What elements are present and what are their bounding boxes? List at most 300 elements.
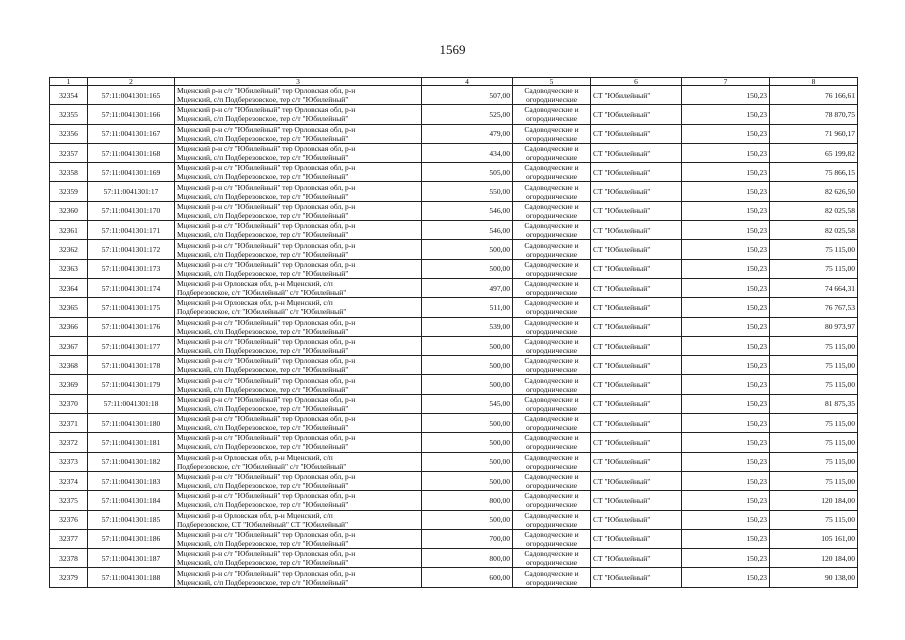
land-use-cell	[513, 143, 591, 162]
address-cell	[175, 356, 422, 375]
cadastral-value-cell: 90 138,00	[770, 568, 858, 587]
land-use-line-2: огороднические	[525, 346, 578, 355]
address-cell	[175, 375, 422, 394]
cadastral-number-cell: 57:11:0041301:186	[88, 529, 175, 548]
address-line-2: Мценский, с/п Подберезовское, тер с/т "Юбилейный"	[177, 249, 349, 259]
land-use-line-2: огороднические	[525, 249, 578, 259]
rate-cell: 150,23	[682, 510, 770, 529]
header-col-3: 3	[175, 78, 422, 86]
land-use-line-2: огороднические	[525, 95, 578, 105]
cadastral-number-cell: 57:11:0041301:170	[88, 201, 175, 220]
land-use-cell	[513, 336, 591, 355]
rate-cell: 150,23	[682, 240, 770, 259]
header-col-5: 5	[513, 78, 591, 86]
land-use-line-1: Садоводческие и	[524, 356, 579, 366]
address-cell	[175, 143, 422, 162]
address-line-2: Мценский, с/п Подберезовское, тер с/т "Юбилейный"	[177, 153, 349, 163]
cadastral-number-cell: 57:11:0041301:180	[88, 414, 175, 433]
land-use-cell	[513, 298, 591, 317]
owner-cell: СТ "Юбилейный"	[591, 471, 682, 490]
area-cell: 479,00	[422, 124, 513, 143]
rate-cell: 150,23	[682, 471, 770, 490]
row-number-cell: 32376	[50, 510, 88, 529]
cadastral-number-cell: 57:11:0041301:187	[88, 549, 175, 568]
area-cell: 546,00	[422, 221, 513, 240]
address-cell	[175, 471, 422, 490]
address-cell	[175, 317, 422, 336]
area-cell: 546,00	[422, 201, 513, 220]
table-row	[50, 317, 858, 336]
owner-cell: СТ "Юбилейный"	[591, 394, 682, 413]
page-number: 1569	[439, 42, 466, 57]
area-cell: 500,00	[422, 240, 513, 259]
cadastral-value-cell: 75 115,00	[770, 356, 858, 375]
cadastral-value-cell: 75 866,15	[770, 163, 858, 182]
address-line-1: Мценский р-н с/т "Юбилейный" тер Орловская обл, р-н	[177, 472, 356, 482]
area-cell: 500,00	[422, 356, 513, 375]
owner-cell: СТ "Юбилейный"	[591, 336, 682, 355]
address-cell	[175, 240, 422, 259]
address-cell	[175, 201, 422, 220]
cadastral-number-cell: 57:11:0041301:18	[88, 394, 175, 413]
area-cell: 500,00	[422, 259, 513, 278]
area-cell: 434,00	[422, 143, 513, 162]
address-line-2: Мценский, с/п Подберезовское, тер с/т "Юбилейный"	[177, 384, 349, 394]
row-number-cell: 32354	[50, 86, 88, 105]
owner-cell: СТ "Юбилейный"	[591, 124, 682, 143]
address-line-1: Мценский р-н с/т "Юбилейный" тер Орловская обл, р-н	[177, 144, 356, 154]
area-cell: 800,00	[422, 549, 513, 568]
address-line-2: Мценский, с/п Подберезовское, тер с/т "Юбилейный"	[177, 95, 349, 105]
address-line-2: Мценский, с/п Подберезовское, тер с/т "Юбилейный"	[177, 191, 349, 201]
land-use-cell	[513, 471, 591, 490]
land-use-line-1: Садоводческие и	[524, 124, 579, 134]
row-number-cell: 32362	[50, 240, 88, 259]
cadastral-number-cell: 57:11:0041301:169	[88, 163, 175, 182]
land-use-cell	[513, 491, 591, 510]
land-use-line-1: Садоводческие и	[524, 86, 579, 96]
area-cell: 500,00	[422, 336, 513, 355]
area-cell: 600,00	[422, 568, 513, 587]
address-line-2: Мценский, с/п Подберезовское, тер с/т "Юбилейный"	[177, 326, 349, 336]
cadastral-value-cell: 80 973,97	[770, 317, 858, 336]
rate-cell: 150,23	[682, 124, 770, 143]
land-use-cell	[513, 221, 591, 240]
land-use-line-1: Садоводческие и	[524, 472, 579, 482]
header-col-2: 2	[88, 78, 175, 86]
cadastral-number-cell: 57:11:0041301:184	[88, 491, 175, 510]
cadastral-value-cell: 74 664,31	[770, 278, 858, 297]
cadastral-value-cell: 105 161,00	[770, 529, 858, 548]
table-row	[50, 105, 858, 124]
cadastral-value-cell: 82 626,50	[770, 182, 858, 201]
table-row	[50, 86, 858, 105]
cadastral-value-cell: 75 115,00	[770, 240, 858, 259]
address-line-1: Мценский р-н с/т "Юбилейный" тер Орловская обл, р-н	[177, 529, 356, 539]
land-use-line-1: Садоводческие и	[524, 105, 579, 115]
land-use-line-1: Садоводческие и	[524, 375, 579, 385]
address-line-1: Мценский р-н с/т "Юбилейный" тер Орловская обл, р-н	[177, 433, 356, 443]
owner-cell: СТ "Юбилейный"	[591, 105, 682, 124]
address-line-1: Мценский р-н Орловская обл, р-н Мценский, с/п	[177, 510, 333, 520]
row-number-cell: 32364	[50, 278, 88, 297]
land-use-line-1: Садоводческие и	[524, 221, 579, 231]
address-cell	[175, 394, 422, 413]
land-use-cell	[513, 182, 591, 201]
rate-cell: 150,23	[682, 259, 770, 278]
address-cell	[175, 568, 422, 587]
cadastral-number-cell: 57:11:0041301:182	[88, 452, 175, 471]
land-use-cell	[513, 510, 591, 529]
rate-cell: 150,23	[682, 375, 770, 394]
address-line-2: Мценский, с/п Подберезовское, тер с/т "Юбилейный"	[177, 538, 349, 548]
area-cell: 500,00	[422, 510, 513, 529]
cadastral-number-cell: 57:11:0041301:171	[88, 221, 175, 240]
cadastral-value-cell: 75 115,00	[770, 336, 858, 355]
row-number-cell: 32370	[50, 394, 88, 413]
owner-cell: СТ "Юбилейный"	[591, 414, 682, 433]
row-number-cell: 32359	[50, 182, 88, 201]
address-line-1: Мценский р-н с/т "Юбилейный" тер Орловская обл, р-н	[177, 201, 356, 211]
address-line-1: Мценский р-н с/т "Юбилейный" тер Орловская обл, р-н	[177, 337, 356, 346]
cadastral-number-cell: 57:11:0041301:175	[88, 298, 175, 317]
address-line-1: Мценский р-н с/т "Юбилейный" тер Орловская обл, р-н	[177, 414, 356, 424]
address-line-2: Мценский, с/п Подберезовское, тер с/т "Юбилейный"	[177, 210, 349, 220]
address-line-1: Мценский р-н с/т "Юбилейный" тер Орловская обл, р-н	[177, 240, 356, 250]
cadastral-number-cell: 57:11:0041301:165	[88, 86, 175, 105]
land-use-line-2: огороднические	[525, 519, 578, 529]
address-cell	[175, 491, 422, 510]
address-line-2: Подберезовское, с/т "Юбилейный" с/т "Юбилейный"	[177, 288, 347, 298]
table-row	[50, 414, 858, 433]
land-use-line-2: огороднические	[525, 288, 578, 298]
area-cell: 497,00	[422, 278, 513, 297]
address-line-1: Мценский р-н с/т "Юбилейный" тер Орловская обл, р-н	[177, 356, 356, 366]
owner-cell: СТ "Юбилейный"	[591, 182, 682, 201]
land-use-line-2: огороднические	[525, 133, 578, 143]
land-use-cell	[513, 414, 591, 433]
address-line-2: Мценский, с/п Подберезовское, тер с/т "Юбилейный"	[177, 423, 349, 433]
address-line-2: Мценский, с/п Подберезовское, тер с/т "Юбилейный"	[177, 230, 349, 240]
cadastral-value-cell: 65 199,82	[770, 143, 858, 162]
cadastral-number-cell: 57:11:0041301:183	[88, 471, 175, 490]
land-use-line-1: Садоводческие и	[524, 337, 579, 346]
land-use-line-2: огороднические	[525, 577, 578, 587]
row-number-cell: 32355	[50, 105, 88, 124]
land-use-line-1: Садоводческие и	[524, 240, 579, 250]
address-line-1: Мценский р-н с/т "Юбилейный" тер Орловская обл, р-н	[177, 86, 356, 96]
address-line-2: Подберезовское, СТ "Юбилейный" СТ "Юбилейный"	[177, 519, 349, 529]
land-use-line-2: огороднические	[525, 403, 578, 413]
land-use-cell	[513, 356, 591, 375]
rate-cell: 150,23	[682, 163, 770, 182]
land-use-line-1: Садоводческие и	[524, 529, 579, 539]
cadastral-number-cell: 57:11:0041301:168	[88, 143, 175, 162]
row-number-cell: 32377	[50, 529, 88, 548]
rate-cell: 150,23	[682, 336, 770, 355]
address-line-2: Подберезовское, с/т "Юбилейный" с/т "Юбилейный"	[177, 307, 347, 317]
address-cell	[175, 549, 422, 568]
address-cell	[175, 529, 422, 548]
cadastral-number-cell: 57:11:0041301:172	[88, 240, 175, 259]
owner-cell: СТ "Юбилейный"	[591, 221, 682, 240]
rate-cell: 150,23	[682, 86, 770, 105]
land-use-line-2: огороднические	[525, 538, 578, 548]
area-cell: 500,00	[422, 471, 513, 490]
land-use-line-1: Садоводческие и	[524, 549, 579, 559]
table-row	[50, 240, 858, 259]
row-number-cell: 32367	[50, 336, 88, 355]
cadastral-value-cell: 75 115,00	[770, 414, 858, 433]
cadastral-number-cell: 57:11:0041301:179	[88, 375, 175, 394]
land-use-line-2: огороднические	[525, 210, 578, 220]
rate-cell: 150,23	[682, 143, 770, 162]
land-use-line-1: Садоводческие и	[524, 182, 579, 192]
land-use-cell	[513, 452, 591, 471]
address-line-1: Мценский р-н с/т "Юбилейный" тер Орловская обл, р-н	[177, 375, 356, 385]
address-line-2: Мценский, с/п Подберезовское, тер с/т "Юбилейный"	[177, 577, 349, 587]
row-number-cell: 32373	[50, 452, 88, 471]
land-use-line-1: Садоводческие и	[524, 568, 579, 578]
address-line-2: Мценский, с/п Подберезовское, тер с/т "Юбилейный"	[177, 500, 349, 510]
owner-cell: СТ "Юбилейный"	[591, 510, 682, 529]
address-line-1: Мценский р-н с/т "Юбилейный" тер Орловская обл, р-н	[177, 221, 356, 231]
land-use-line-2: огороднические	[525, 191, 578, 201]
rate-cell: 150,23	[682, 201, 770, 220]
land-use-line-2: огороднические	[525, 326, 578, 336]
cadastral-number-cell: 57:11:0041301:167	[88, 124, 175, 143]
land-use-line-2: огороднические	[525, 384, 578, 394]
area-cell: 500,00	[422, 433, 513, 452]
cadastral-value-cell: 76 767,53	[770, 298, 858, 317]
land-use-cell	[513, 259, 591, 278]
cadastral-value-cell: 75 115,00	[770, 510, 858, 529]
land-use-cell	[513, 317, 591, 336]
land-use-line-1: Садоводческие и	[524, 510, 579, 520]
owner-cell: СТ "Юбилейный"	[591, 433, 682, 452]
address-line-2: Мценский, с/п Подберезовское, тер с/т "Юбилейный"	[177, 114, 349, 124]
owner-cell: СТ "Юбилейный"	[591, 240, 682, 259]
address-line-1: Мценский р-н с/т "Юбилейный" тер Орловская обл, р-н	[177, 568, 356, 578]
land-use-line-2: огороднические	[525, 500, 578, 510]
rate-cell: 150,23	[682, 433, 770, 452]
address-line-2: Мценский, с/п Подберезовское, тер с/т "Юбилейный"	[177, 481, 349, 491]
land-use-line-2: огороднические	[525, 268, 578, 278]
table-row	[50, 433, 858, 452]
area-cell: 500,00	[422, 452, 513, 471]
land-use-line-2: огороднические	[525, 172, 578, 182]
land-use-cell	[513, 86, 591, 105]
address-line-1: Мценский р-н с/т "Юбилейный" тер Орловская обл, р-н	[177, 105, 356, 115]
header-col-6: 6	[591, 78, 682, 86]
land-use-line-1: Садоводческие и	[524, 433, 579, 443]
address-line-1: Мценский р-н с/т "Юбилейный" тер Орловская обл, р-н	[177, 163, 356, 173]
cadastral-value-cell: 82 025,58	[770, 201, 858, 220]
area-cell: 500,00	[422, 414, 513, 433]
cadastral-value-cell: 75 115,00	[770, 433, 858, 452]
table-row	[50, 298, 858, 317]
table-row	[50, 124, 858, 143]
address-line-1: Мценский р-н Орловская обл, р-н Мценский, с/п	[177, 452, 333, 462]
header-col-8: 8	[770, 78, 858, 86]
cadastral-number-cell: 57:11:0041301:173	[88, 259, 175, 278]
land-use-cell	[513, 568, 591, 587]
cadastral-number-cell: 57:11:0041301:181	[88, 433, 175, 452]
table-row	[50, 201, 858, 220]
land-use-cell	[513, 201, 591, 220]
land-use-line-1: Садоводческие и	[524, 201, 579, 211]
rate-cell: 150,23	[682, 414, 770, 433]
land-use-cell	[513, 529, 591, 548]
rate-cell: 150,23	[682, 491, 770, 510]
table-row	[50, 452, 858, 471]
rate-cell: 150,23	[682, 394, 770, 413]
table-row	[50, 182, 858, 201]
cadastral-number-cell: 57:11:0041301:166	[88, 105, 175, 124]
land-use-line-1: Садоводческие и	[524, 414, 579, 424]
area-cell: 525,00	[422, 105, 513, 124]
owner-cell: СТ "Юбилейный"	[591, 298, 682, 317]
rate-cell: 150,23	[682, 356, 770, 375]
cadastral-value-cell: 75 115,00	[770, 259, 858, 278]
address-cell	[175, 278, 422, 297]
area-cell: 511,00	[422, 298, 513, 317]
owner-cell: СТ "Юбилейный"	[591, 201, 682, 220]
land-use-line-1: Садоводческие и	[524, 144, 579, 154]
cadastral-number-cell: 57:11:0041301:185	[88, 510, 175, 529]
table-row	[50, 278, 858, 297]
table-row	[50, 143, 858, 162]
owner-cell: СТ "Юбилейный"	[591, 317, 682, 336]
owner-cell: СТ "Юбилейный"	[591, 356, 682, 375]
address-line-1: Мценский р-н с/т "Юбилейный" тер Орловская обл, р-н	[177, 549, 356, 559]
cadastral-value-cell: 71 960,17	[770, 124, 858, 143]
address-cell	[175, 221, 422, 240]
land-use-line-1: Садоводческие и	[524, 452, 579, 462]
cadastral-value-cell: 76 166,61	[770, 86, 858, 105]
cadastral-value-cell: 120 184,00	[770, 491, 858, 510]
land-use-cell	[513, 433, 591, 452]
cadastral-value-cell: 75 115,00	[770, 471, 858, 490]
land-use-line-1: Садоводческие и	[524, 259, 579, 269]
rate-cell: 150,23	[682, 221, 770, 240]
area-cell: 507,00	[422, 86, 513, 105]
header-col-4: 4	[422, 78, 513, 86]
row-number-cell: 32375	[50, 491, 88, 510]
cadastral-value-cell: 120 184,00	[770, 549, 858, 568]
land-use-line-1: Садоводческие и	[524, 394, 579, 404]
rate-cell: 150,23	[682, 182, 770, 201]
owner-cell: СТ "Юбилейный"	[591, 491, 682, 510]
table-row	[50, 471, 858, 490]
land-use-line-1: Садоводческие и	[524, 279, 579, 289]
land-use-line-1: Садоводческие и	[524, 317, 579, 327]
row-number-cell: 32369	[50, 375, 88, 394]
area-cell: 800,00	[422, 491, 513, 510]
address-line-1: Мценский р-н с/т "Юбилейный" тер Орловская обл, р-н	[177, 394, 356, 404]
address-cell	[175, 259, 422, 278]
address-line-2: Подберезовское, с/т "Юбилейный" с/т "Юбилейный"	[177, 461, 347, 471]
address-cell	[175, 163, 422, 182]
row-number-cell: 32361	[50, 221, 88, 240]
table-row	[50, 510, 858, 529]
land-use-cell	[513, 163, 591, 182]
row-number-cell: 32357	[50, 143, 88, 162]
owner-cell: СТ "Юбилейный"	[591, 375, 682, 394]
cadastral-number-cell: 57:11:0041301:174	[88, 278, 175, 297]
cadastral-number-cell: 57:11:0041301:17	[88, 182, 175, 201]
rate-cell: 150,23	[682, 568, 770, 587]
row-number-cell: 32372	[50, 433, 88, 452]
land-use-line-2: огороднические	[525, 423, 578, 433]
row-number-cell: 32358	[50, 163, 88, 182]
land-use-line-2: огороднические	[525, 481, 578, 491]
cadastral-value-cell: 78 870,75	[770, 105, 858, 124]
cadastral-value-cell: 82 025,58	[770, 221, 858, 240]
area-cell: 550,00	[422, 182, 513, 201]
address-cell	[175, 510, 422, 529]
address-line-2: Мценский, с/п Подберезовское, тер с/т "Юбилейный"	[177, 442, 349, 452]
table-row	[50, 356, 858, 375]
owner-cell: СТ "Юбилейный"	[591, 86, 682, 105]
address-line-2: Мценский, с/п Подберезовское, тер с/т "Юбилейный"	[177, 133, 349, 143]
address-cell	[175, 414, 422, 433]
address-line-2: Мценский, с/п Подберезовское, тер с/т "Юбилейный"	[177, 365, 349, 375]
area-cell: 505,00	[422, 163, 513, 182]
cadastral-number-cell: 57:11:0041301:177	[88, 336, 175, 355]
rate-cell: 150,23	[682, 452, 770, 471]
table-row	[50, 394, 858, 413]
table-row	[50, 549, 858, 568]
land-use-line-2: огороднические	[525, 365, 578, 375]
owner-cell: СТ "Юбилейный"	[591, 259, 682, 278]
rate-cell: 150,23	[682, 529, 770, 548]
cadastral-value-cell: 81 875,35	[770, 394, 858, 413]
table-row	[50, 568, 858, 587]
address-cell	[175, 105, 422, 124]
address-cell	[175, 452, 422, 471]
address-line-2: Мценский, с/п Подберезовское, тер с/т "Юбилейный"	[177, 172, 349, 182]
land-use-line-2: огороднические	[525, 461, 578, 471]
rate-cell: 150,23	[682, 278, 770, 297]
owner-cell: СТ "Юбилейный"	[591, 278, 682, 297]
row-number-cell: 32368	[50, 356, 88, 375]
owner-cell: СТ "Юбилейный"	[591, 549, 682, 568]
cadastral-value-cell: 75 115,00	[770, 452, 858, 471]
land-use-cell	[513, 394, 591, 413]
rate-cell: 150,23	[682, 549, 770, 568]
address-cell	[175, 182, 422, 201]
land-use-line-2: огороднические	[525, 230, 578, 240]
row-number-cell: 32365	[50, 298, 88, 317]
land-use-cell	[513, 375, 591, 394]
land-use-cell	[513, 278, 591, 297]
owner-cell: СТ "Юбилейный"	[591, 529, 682, 548]
address-cell	[175, 298, 422, 317]
land-use-line-2: огороднические	[525, 558, 578, 568]
address-line-1: Мценский р-н Орловская обл, р-н Мценский, с/п	[177, 298, 333, 308]
address-cell	[175, 336, 422, 355]
address-line-1: Мценский р-н Орловская обл, р-н Мценский, с/п	[177, 279, 333, 289]
address-line-1: Мценский р-н с/т "Юбилейный" тер Орловская обл, р-н	[177, 317, 356, 327]
table-row	[50, 336, 858, 355]
owner-cell: СТ "Юбилейный"	[591, 568, 682, 587]
address-line-2: Мценский, с/п Подберезовское, тер с/т "Юбилейный"	[177, 558, 349, 568]
area-cell: 539,00	[422, 317, 513, 336]
owner-cell: СТ "Юбилейный"	[591, 163, 682, 182]
table-row	[50, 163, 858, 182]
rate-cell: 150,23	[682, 298, 770, 317]
